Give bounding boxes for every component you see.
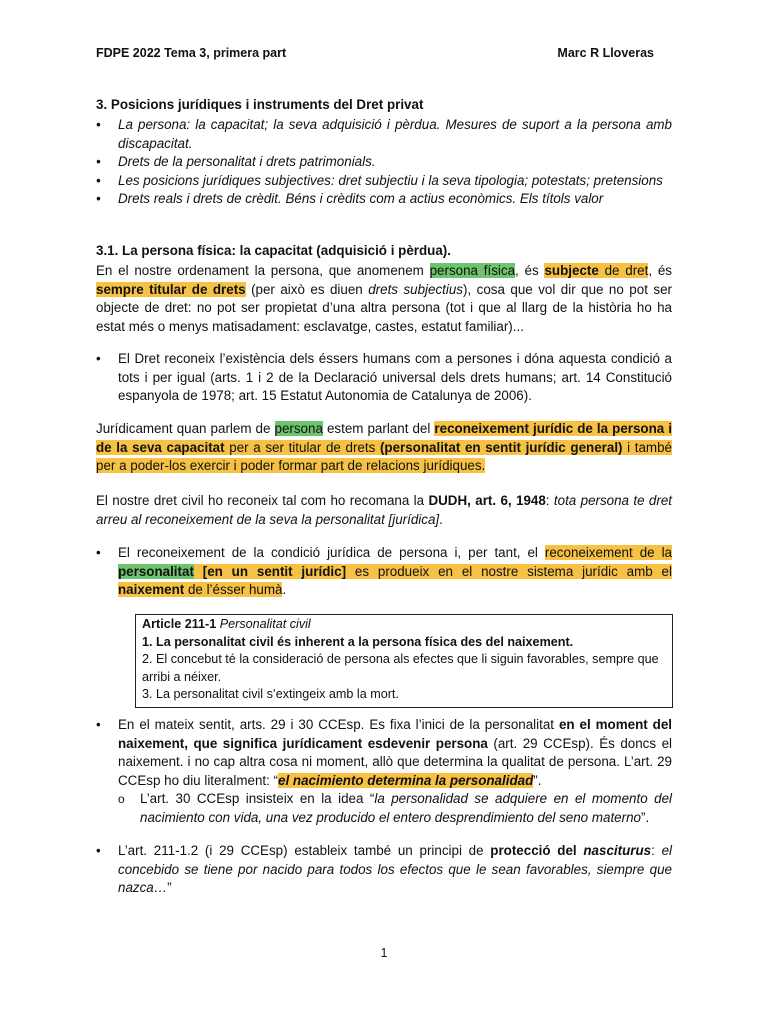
topics-list bbox=[96, 116, 672, 209]
text-bold: en el moment del naixement, que significa jurídicament esdevenir persona bbox=[118, 717, 672, 751]
topic-item: • Drets de la personalitat i drets patrimonials. bbox=[96, 153, 672, 172]
article-line: 2. El concebut té la consideració de persona als efectes que li siguin favorables, sempre que arribi a néixer. bbox=[142, 652, 659, 684]
text: . bbox=[439, 511, 443, 527]
text-bold: protecció del bbox=[490, 843, 584, 858]
paragraph-juridicament bbox=[96, 420, 672, 476]
text-italic: tota persona te dret arreu al reconeixement de la seva la personalitat [jurídica] bbox=[96, 493, 673, 527]
highlight-yellow: subjecte bbox=[544, 263, 599, 278]
paragraph-persona bbox=[96, 262, 672, 336]
text: El nostre dret civil ho reconeix tal com ho recomana la bbox=[96, 493, 429, 508]
sub-bullet-item bbox=[118, 790, 672, 827]
highlight-yellow: sempre titular de drets bbox=[96, 281, 246, 297]
topic-item: • Les posicions jurídiques subjectives: dret subjectiu i la seva tipologia; potestats; pretensions bbox=[96, 172, 672, 191]
highlight-yellow: de dret bbox=[598, 263, 649, 278]
highlight-yellow: de l’ésser humà bbox=[184, 582, 283, 598]
text: L’art. 211-1.2 (i 29 CCEsp) estableix també un principi de bbox=[118, 843, 491, 858]
highlight-yellow: reconeixement jurídic de la persona i de la seva capacitat bbox=[96, 421, 673, 455]
article-line: 1. La personalitat civil és inherent a la persona física des del naixement. bbox=[142, 634, 574, 649]
highlight-yellow: i també per a poder-los exercir i poder formar part de relacions jurídiques. bbox=[96, 439, 672, 474]
bullet-dret-reconeix bbox=[96, 350, 672, 406]
paragraph-dudh bbox=[96, 492, 672, 529]
text-italic: Personalitat civil bbox=[219, 617, 311, 631]
highlight-yellow bbox=[194, 564, 203, 579]
highlight-yellow: per a ser titular de drets bbox=[224, 439, 380, 455]
bullet-item bbox=[96, 716, 672, 790]
text: , és bbox=[515, 263, 545, 278]
article-box bbox=[135, 614, 673, 708]
text: En el mateix sentit, arts. 29 i 30 CCEsp. Es fixa l’inici de la personalitat bbox=[118, 717, 559, 732]
highlight-green: persona bbox=[274, 421, 323, 436]
text: ” bbox=[167, 880, 172, 896]
highlight-yellow: naixement bbox=[118, 582, 185, 598]
text: (per això es diuen bbox=[245, 281, 369, 297]
bullet-nasciturus bbox=[96, 842, 672, 898]
text-bold: DUDH, art. 6, 1948 bbox=[428, 493, 546, 508]
bullet-mateix-sentit bbox=[96, 716, 672, 828]
text: , és bbox=[648, 263, 672, 278]
bullet-item bbox=[96, 544, 672, 600]
text: estem parlant del bbox=[322, 421, 435, 436]
subsection-title: 3.1. La persona física: la capacitat (adquisició i pèrdua). bbox=[96, 243, 451, 258]
bullet-reconeixement bbox=[96, 544, 672, 600]
highlight-green: personalitat bbox=[118, 563, 194, 579]
bullet-item bbox=[96, 842, 672, 898]
text: Jurídicament quan parlem de bbox=[96, 421, 275, 436]
text-italic: drets subjectius bbox=[368, 281, 463, 297]
highlight-yellow: el nacimiento determina la personalidad bbox=[278, 772, 534, 788]
text-italic: la personalidad se adquiere en el momento del nacimiento con vida, una vez producido el entero desprendimiento del seno materno bbox=[140, 791, 672, 825]
topic-item: • La persona: la capacitat; la seva adquisició i pèrdua. Mesures de suport a la persona amb discapacitat. bbox=[96, 116, 672, 153]
topic-item: • Drets reals i drets de crèdit. Béns i crèdits com a actius econòmics. Els títols valor bbox=[96, 190, 672, 209]
text: : bbox=[651, 843, 662, 858]
text: : bbox=[545, 493, 554, 508]
text: En el nostre ordenament la persona, que anomenem bbox=[96, 263, 430, 278]
page-number: 1 bbox=[380, 946, 388, 960]
text: El reconeixement de la condició jurídica de persona i, per tant, el bbox=[118, 545, 545, 560]
text-bold-italic: nasciturus bbox=[583, 843, 652, 858]
text: ”. bbox=[640, 809, 650, 825]
text: L’art. 30 CCEsp insisteix en la idea “ bbox=[140, 791, 375, 807]
text: (art. 29 CCEsp). És doncs el naixement. i no cap altra cosa ni moment, allò que determina la qualitat de persona. L’art. 29 CCEsp ho diu literalment: “ bbox=[118, 735, 673, 788]
highlight-green: persona física bbox=[429, 263, 516, 278]
highlight-yellow: [en un sentit jurídic] bbox=[202, 563, 347, 579]
text: ), cosa que vol dir que no pot ser objecte de dret: no pot ser propietat d’una altra persona (tot i que al llarg de la història ho ha estat més o menys matisadament: esclavatge, castes, estatut familiar)... bbox=[96, 281, 672, 334]
highlight-yellow: es produeix en el nostre sistema jurídic amb el bbox=[346, 563, 672, 579]
text-bold: Article 211-1 bbox=[142, 617, 220, 631]
text: ”. bbox=[533, 772, 542, 788]
section-title: 3. Posicions jurídiques i instruments del Dret privat bbox=[96, 97, 424, 112]
header-left: FDPE 2022 Tema 3, primera part bbox=[96, 46, 287, 60]
article-line: 3. La personalitat civil s’extingeix amb la mort. bbox=[142, 687, 399, 701]
header-right: Marc R Lloveras bbox=[557, 46, 654, 60]
text: . bbox=[282, 582, 287, 598]
text-italic: el concebido se tiene por nacido para todos los efectos que le sean favorables, siempre que nazca… bbox=[118, 843, 672, 896]
bullet-item: • El Dret reconeix l’existència dels éssers humans com a persones i dóna aquesta condició a tots i per igual (arts. 1 i 2 de la Declaració universal dels drets humans; art. 14 Constitució espanyola de 1978; art. 15 Estatut Autonomia de Catalunya de 2006). bbox=[96, 350, 672, 406]
highlight-yellow: reconeixement de la bbox=[544, 545, 672, 560]
article-title bbox=[142, 616, 666, 634]
highlight-yellow: (personalitat en sentit jurídic general) bbox=[379, 439, 623, 455]
